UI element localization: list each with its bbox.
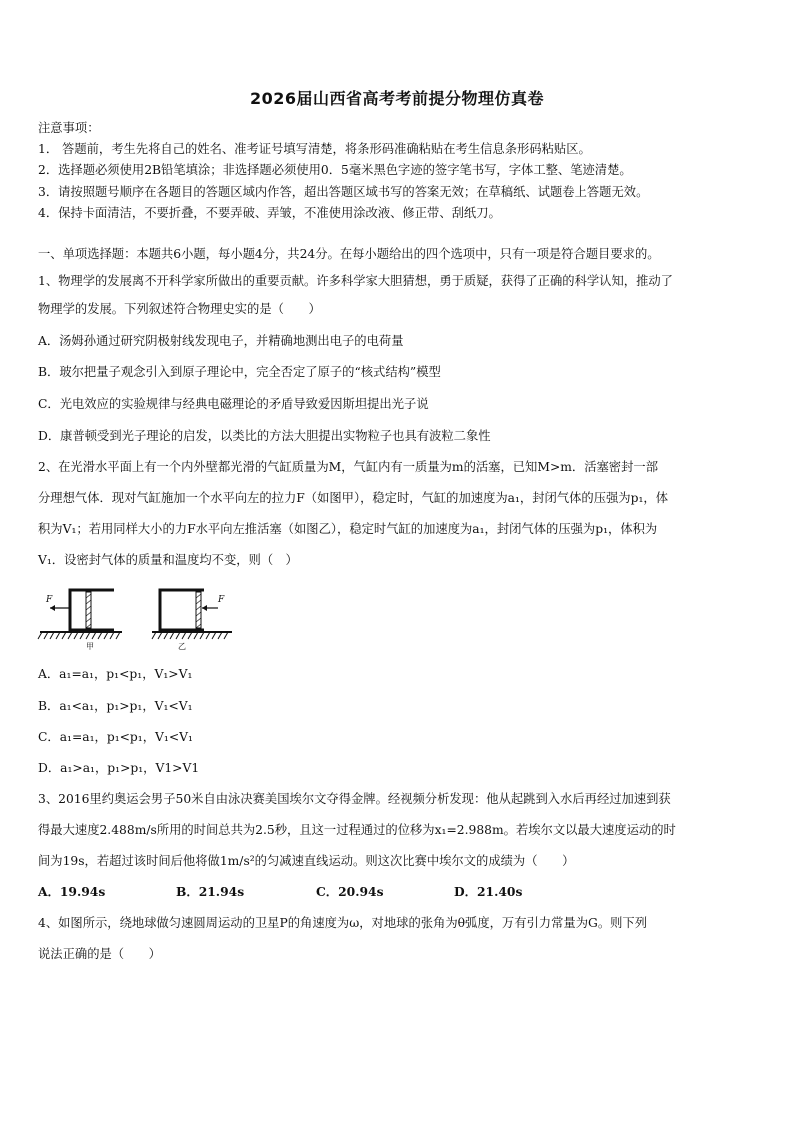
question-2-option-b: B．a₁<a₁，p₁>p₁，V₁<V₁ <box>38 699 193 713</box>
question-3-stem: 间为19s，若超过该时间后他将做1m/s²的匀减速直线运动。则这次比赛中埃尔文的成绩为（ ） <box>38 854 575 868</box>
notice-item: 3．请按照题号顺序在各题目的答题区域内作答，超出答题区域书写的答案无效；在草稿纸、试题卷上答题无效。 <box>38 185 649 199</box>
figure-jia <box>38 590 122 651</box>
question-2-stem: V₁．设密封气体的质量和温度均不变，则（ ） <box>38 553 298 567</box>
question-1-option-c: C．光电效应的实验规律与经典电磁理论的矛盾导致爱因斯坦提出光子说 <box>38 397 429 411</box>
question-2-stem: 分理想气体．现对气缸施加一个水平向左的拉力F（如图甲），稳定时，气缸的加速度为a₁，封闭气体的压强为p₁，体 <box>38 491 668 505</box>
notice-item: 2．选择题必须使用2B铅笔填涂；非选择题必须使用0．5毫米黑色字迹的签字笔书写，字体工整、笔迹清楚。 <box>38 163 632 177</box>
question-3-stem: 3、2016里约奥运会男子50米自由泳决赛美国埃尔文夺得金牌。经视频分析发现：他从起跳到入水后再经过加速到获 <box>38 792 671 806</box>
figure-caption-jia: 甲 <box>86 642 94 651</box>
question-4-stem: 说法正确的是（ ） <box>38 947 161 961</box>
question-3-option-a: A．19.94s <box>38 884 106 899</box>
figure-caption-yi: 乙 <box>178 642 186 651</box>
question-2-option-a: A．a₁=a₁，p₁<p₁，V₁>V₁ <box>38 667 193 681</box>
question-1-option-b: B．玻尔把量子观念引入到原子理论中，完全否定了原子的“核式结构”模型 <box>38 365 441 379</box>
question-3-stem: 得最大速度2.488m/s所用的时间总共为2.5秒，且这一过程通过的位移为x₁=2.988m。若埃尔文以最大速度运动的时 <box>38 823 676 837</box>
notice-heading: 注意事项： <box>38 121 100 135</box>
force-label-right: F <box>218 595 225 605</box>
question-2-option-c: C．a₁=a₁，p₁<p₁，V₁<V₁ <box>38 730 193 744</box>
force-label-left: F <box>46 595 53 605</box>
figure-yi <box>152 590 232 651</box>
question-1-option-a: A．汤姆孙通过研究阴极射线发现电子，并精确地测出电子的电荷量 <box>38 334 404 348</box>
section-heading: 一、单项选择题：本题共6小题，每小题4分，共24分。在每小题给出的四个选项中，只有一项是符合题目要求的。 <box>38 247 660 261</box>
question-4-stem: 4、如图所示，绕地球做匀速圆周运动的卫星P的角速度为ω，对地球的张角为θ弧度，万有引力常量为G。则下列 <box>38 916 648 930</box>
question-2-stem: 积为V₁；若用同样大小的力F水平向左推活塞（如图乙），稳定时气缸的加速度为a₁，封闭气体的压强为p₁，体积为 <box>38 522 658 536</box>
cylinder-figure <box>36 584 236 654</box>
question-1-stem: 1、物理学的发展离不开科学家所做出的重要贡献。许多科学家大胆猜想，勇于质疑，获得了正确的科学认知，推动了 <box>38 274 673 288</box>
page-title: 2026届山西省高考考前提分物理仿真卷 <box>249 89 545 108</box>
notice-item: 4．保持卡面清洁，不要折叠，不要弄破、弄皱，不准使用涂改液、修正带、刮纸刀。 <box>38 206 501 220</box>
question-3-options <box>38 884 758 900</box>
question-2-stem: 2、在光滑水平面上有一个内外壁都光滑的气缸质量为M，气缸内有一质量为m的活塞，已知M>m．活塞密封一部 <box>38 460 658 474</box>
question-2-option-d: D．a₁>a₁，p₁>p₁，V1>V1 <box>38 761 200 775</box>
question-1-stem: 物理学的发展。下列叙述符合物理史实的是（ ） <box>38 302 321 316</box>
notice-item: 1． 答题前，考生先将自己的姓名、准考证号填写清楚，将条形码准确粘贴在考生信息条形码粘贴区。 <box>38 142 591 156</box>
question-3-option-b: B．21.94s <box>176 884 245 899</box>
question-3-option-c: C．20.94s <box>316 884 384 899</box>
question-3-option-d: D．21.40s <box>454 884 523 899</box>
question-1-option-d: D．康普顿受到光子理论的启发，以类比的方法大胆提出实物粒子也具有波粒二象性 <box>38 429 491 443</box>
